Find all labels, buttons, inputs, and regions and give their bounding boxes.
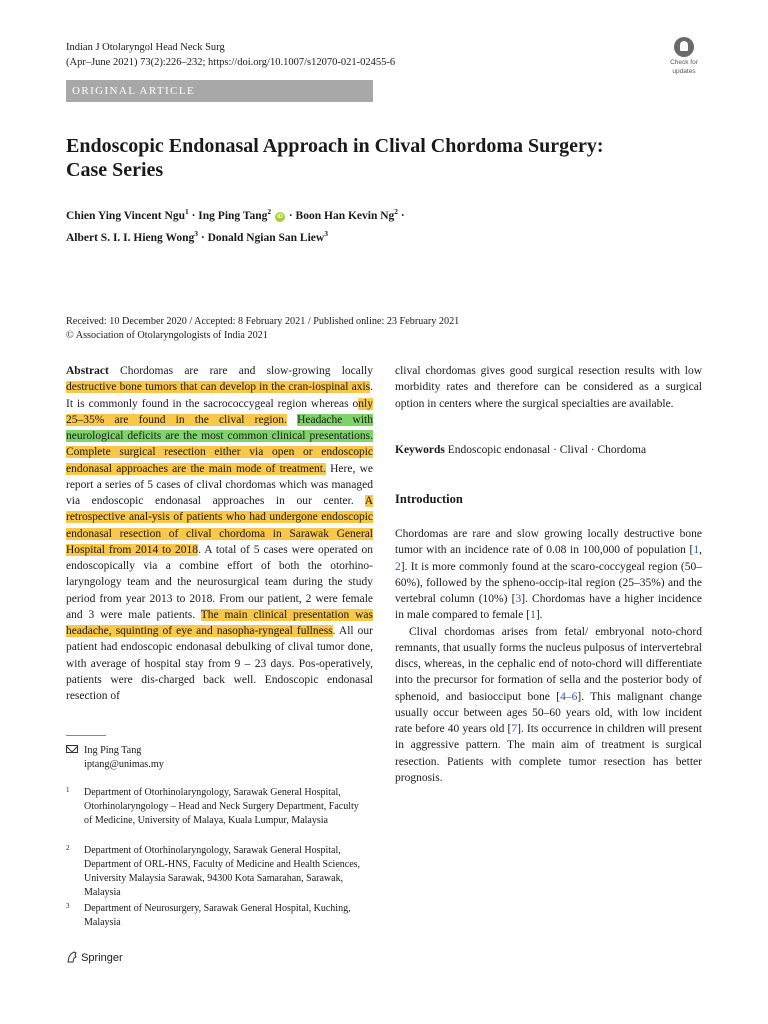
- correspondence: [66, 744, 164, 772]
- citation-link[interactable]: 1: [530, 609, 536, 622]
- highlight-yellow: nly 25–35% are found in the clival region.: [66, 397, 373, 426]
- highlight-yellow: Complete surgical resection either via open or endoscopic endonasal approaches are the main mode of treatment.: [66, 446, 373, 475]
- citation-link[interactable]: 4–6: [560, 690, 578, 703]
- highlight-yellow: destructive bone tumors that can develop in the cran-iospinal axis: [66, 381, 371, 394]
- author-name[interactable]: Albert S. I. I. Hieng Wong: [66, 231, 195, 244]
- keywords-label: Keywords: [395, 444, 445, 456]
- citation-link[interactable]: 1: [693, 544, 700, 557]
- publisher-logo: Springer: [66, 951, 123, 964]
- section-heading-introduction: Introduction: [395, 492, 463, 506]
- author-name[interactable]: · Ing Ping Tang: [188, 209, 268, 222]
- author-list: Chien Ying Vincent Ngu$^1$ · Ing Ping Tang$^2$ iD · Boon Han Kevin $Ng^2$ · Albert S. I. I. Hieng Wong$^3$ · Donald Ngian San Liew$^3$: [66, 207, 405, 244]
- abstract-label: Abstract: [66, 365, 109, 377]
- publication-dates: Received: 10 December 2020 / Accepted: 8 February 2021 / Published online: 23 February 2021 © Association of Otolaryngologists of India 2021: [66, 316, 460, 341]
- affiliation: 1 Department of Otorhinolaryngology, Sarawak General Hospital, Otorhinolaryngology – Head and Neck Surgery Department, Faculty of Medicine, University of Malaya, Kuala Lumpur, Malaysia: [66, 786, 359, 826]
- affiliation: 3 Department of Neurosurgery, Sarawak General Hospital, Kuching, Malaysia: [66, 902, 351, 928]
- affiliation: 2 Department of Otorhinolaryngology, Sarawak General Hospital, Department of ORL-HNS, Faculty of Medicine and Health Sciences, University Malaysia Sarawak, 94300 Kota Samarahan, Sarawak, Malaysia: [66, 844, 361, 898]
- springer-horse-icon: [66, 951, 78, 963]
- paragraph: Chordomas are rare and slow growing locally destructive bone tumor with an incidence rate of 0.08 in 100,000 of population [1, 2]. It is more commonly found at the scaro-coccygeal region (50–60%), followed by the spheno-occip-ital region (25–35%) and the vertebral column (10%) [3]. Chordomas have a higher incidence in male compared to female [1].: [395, 528, 702, 622]
- paragraph: Clival chordomas arises from fetal/ embryonal noto-chord remnants, that usually forms the nucleus pulposus of intervertebral discs, whereas, in the cephalic end of noto-chord will differentiate into the precursor for formation of sella and the posterior body of sphenoid, and basiocciput bone [4–6]. This malignant change usually occur between ages 50–60 years old, with low incident rate before 40 years old [7]. Its occurrence in children will present in aggressive pattern. The main aim of treatment is surgical resection. Patients with complete tumor resection has better prognosis.: [395, 625, 703, 784]
- journal-doi[interactable]: (Apr–June 2021) 73(2):226–232; https://doi.org/10.1007/s12070-021-02455-6: [66, 57, 396, 68]
- corresponding-author: Ing Ping Tang: [84, 745, 142, 756]
- keywords: Keywords Endoscopic endonasal · Clival · Chordoma: [395, 444, 647, 456]
- citation-link[interactable]: 2: [395, 560, 401, 573]
- author-name[interactable]: · Boon Han Kevin Ng: [285, 209, 395, 222]
- check-for-updates-badge[interactable]: Check for updates: [664, 37, 704, 73]
- section-label: ORIGINAL ARTICLE: [66, 80, 373, 102]
- bookmark-icon: [674, 37, 694, 57]
- author-name[interactable]: · Donald Ngian San Liew: [197, 231, 325, 244]
- citation-link[interactable]: 7: [511, 723, 518, 735]
- abstract: Abstract Chordomas are rare and slow-growing locally destructive bone tumors that can develop in the cran-iospinal axis. It is commonly found in the sacrococcygeal region whereas only 25–35% are found in the clival region. Headache with neurological deficits are the most common clinical presentations. Complete surgical resection either via open or endoscopic endonasal approaches are the main mode of treatment. Here, we report a series of 5 cases of clival chordomas which was managed via endoscopic endonasal approaches in our center. A retrospective anal-ysis of patients who had undergone endoscopic endonasal resection of clival chordoma in Sarawak General Hospital from 2014 to 2018. A total of 5 cases were operated on endoscopically via a combine effort of both the otorhino-laryngology team and the neurosurgical team during the study period from year 2013 to 2018. From our patient, 2 were female and 3 were male patients. The main clinical presentation was headache, squinting of eye and nasopha-ryngeal fullness. All our patient had endoscopic endonasal debulking of clival tumor done, with average of hospital stay from 9 – 23 days. Pos-operatively, patients were dis-charged back well. Endoscopic endonasal resection of: [66, 365, 373, 702]
- citation-link[interactable]: 3: [515, 593, 522, 605]
- author-email[interactable]: iptang@unimas.my: [84, 759, 164, 770]
- highlight-green: Headache with neurological deficits are the most common clinical presentations.: [66, 413, 373, 442]
- footnote-divider: [66, 735, 106, 736]
- introduction-body: [395, 526, 702, 786]
- envelope-icon: [66, 745, 78, 753]
- author-name[interactable]: Chien Ying Vincent Ngu: [66, 209, 185, 222]
- highlight-yellow: The main clinical presentation was headache, squinting of eye and nasopha-ryngeal fullness: [66, 608, 373, 637]
- highlight-yellow: A retrospective anal-ysis of patients who had undergone endoscopic endonasal resection of clival chordoma in Sarawak General Hospital from 2014 to 2018: [66, 495, 373, 556]
- journal-citation: [66, 40, 395, 70]
- orcid-icon[interactable]: iD: [276, 213, 283, 220]
- abstract-continuation: clival chordomas gives good surgical resection results with low morbidity rates and therefore can be considered as a surgical option in centers where the surgical specialties are available.: [395, 365, 702, 410]
- journal-name: Indian J Otolaryngol Head Neck Surg: [66, 42, 225, 53]
- article-title: Endoscopic Endonasal Approach in Clival Chordoma Surgery: Case Series: [66, 135, 604, 181]
